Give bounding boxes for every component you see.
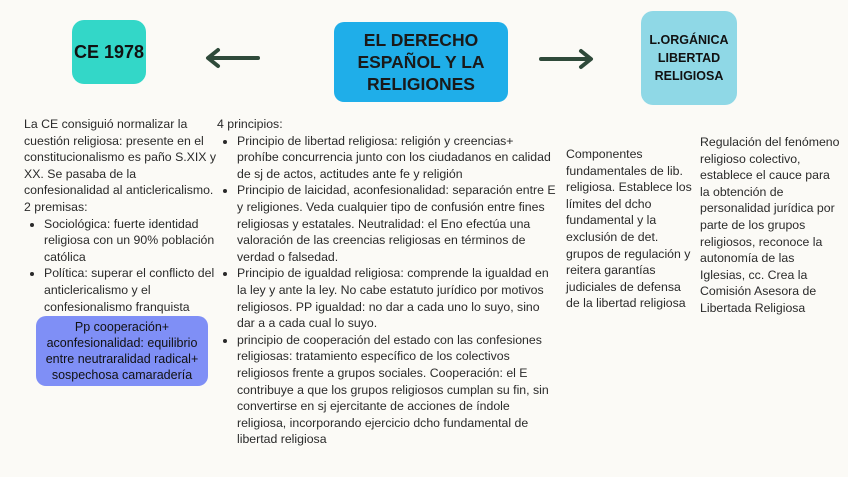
principios-list	[217, 133, 557, 448]
pp-cooperacion-box	[36, 316, 208, 386]
list-item: • Principio de igualdad religiosa: comprende la igualdad en la ley y ante la ley. No cabe estatuto jurídico por motivos religiosos. PP igualdad: no dar a cada uno lo suyo, sino dar a a cada cual lo suyo.	[237, 265, 557, 331]
list-item: • Principio de laicidad, aconfesionalidad: separación entre E y religiones. Veda cualquier tipo de confusión entre fines religiosas y estatales. Neutralidad: el Eno efectúa una valoración de las creencias religiosas en términos de verdad o falsedad.	[237, 182, 557, 265]
ce-1978-label: CE 1978	[73, 41, 145, 62]
ce-intro: La CE consiguió normalizar la cuestión religiosa: presente en el constitucionalismo es paño S.XIX y XX. Se pasaba de la confesionalidad al anticlericalismo. 2 premisas:	[24, 117, 217, 214]
list-item: • principio de cooperación del estado con las confesiones religiosas: tratamiento específico de los colectivos religiosos frente a grupos sociales. Cooperación: el E contribuye a que los grupos religiosos cumplan su fin, sin convertirse en sj ejercitante de acciones de índole religiosa, incorporando ejercicio dcho fundamental de libertad religiosa	[237, 332, 557, 448]
list-item: • Sociológica: fuerte identidad religiosa con un 90% población católica	[44, 216, 220, 266]
lolr-components-text: Componentes fundamentales de lib. religiosa. Establece los límites del dcho fundamental y la exclusión de det. grupos de regulación y reitera garantías judiciales de defensa de la libertad religiosa	[566, 147, 692, 311]
ce-1978-box	[72, 20, 146, 84]
arrow-left-icon	[202, 47, 262, 69]
lolr-regulation-text: Regulación del fenómeno religioso colectivo, establece el cauce para la obtención de personalidad jurídica por parte de los grupos religiosos, reconoce la autonomía de las Iglesias, cc. Crea la Comisión Asesora de Libertada Religiosa	[700, 135, 840, 315]
ley-organica-box	[641, 11, 737, 105]
page-title: EL DERECHO ESPAÑOL Y LA RELIGIONES	[357, 30, 485, 94]
pp-cooperacion-label: Pp cooperación+ aconfesionalidad: equilibrio entre neutraralidad radical+ sospechosa camaradería	[45, 320, 199, 382]
premisas-list	[24, 216, 220, 316]
principios-column	[217, 116, 557, 448]
ley-organica-label: L.ORGÁNICA LIBERTAD RELIGIOSA	[649, 33, 729, 83]
list-item: • Principio de libertad religiosa: religión y creencias+ prohíbe concurrencia junto con los ciudadanos en calidad de sj de actos, actitudes ante fe y religión	[237, 133, 557, 183]
title-box	[334, 22, 508, 102]
principios-intro: 4 principios:	[217, 117, 283, 131]
ce-text-column	[24, 116, 220, 315]
arrow-right-icon	[537, 48, 597, 70]
list-item: • Política: superar el conflicto del anticlericalismo y el confesionalismo franquista	[44, 265, 220, 315]
